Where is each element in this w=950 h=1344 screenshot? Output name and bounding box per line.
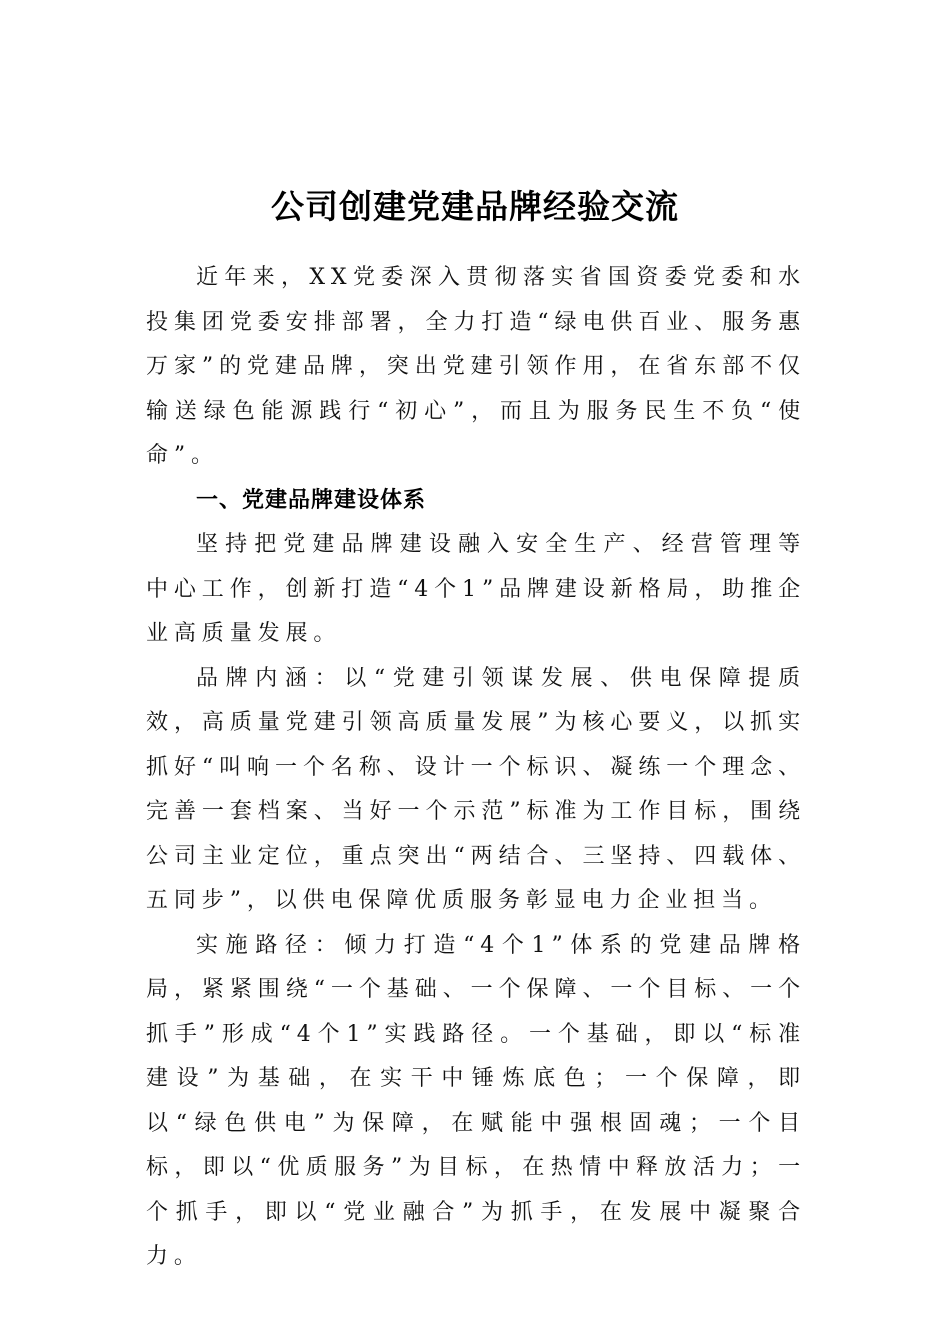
section-paragraph-implementation-path: 实施路径：倾力打造“4个1”体系的党建品牌格局，紧紧围绕“一个基础、一个保障、一个目标、一个抓手”形成“4个1”实践路径。一个基础，即以“标准建设”为基础，在实干中锤炼底色；一个保障，即以“绿色供电”为保障，在赋能中强根固魂；一个目标，即以“优质服务”为目标，在热情中释放活力；一个抓手，即以“党业融合”为抓手，在发展中凝聚合力。 xyxy=(146,932,806,1269)
section-heading: 一、党建品牌建设体系 xyxy=(196,487,427,513)
section-paragraph-brand-connotation: 品牌内涵：以“党建引领谋发展、供电保障提质效，高质量党建引领高质量发展”为核心要义，以抓实抓好“叫响一个名称、设计一个标识、凝练一个理念、完善一套档案、当好一个示范”标准为工作目标，围绕公司主业定位，重点突出“两结合、三坚持、四载体、五同步”，以供电保障优质服务彰显电力企业担当。 xyxy=(146,665,806,913)
document-title: 公司创建党建品牌经验交流 xyxy=(271,187,679,227)
section-paragraph-overview: 坚持把党建品牌建设融入安全生产、经营管理等中心工作，创新打造“4个1”品牌建设新格局，助推企业高质量发展。 xyxy=(146,532,806,646)
intro-paragraph: 近年来，XX党委深入贯彻落实省国资委党委和水投集团党委安排部署，全力打造“绿电供百业、服务惠万家”的党建品牌，突出党建引领作用，在省东部不仅输送绿色能源践行“初心”，而且为服务民生不负“使命”。 xyxy=(146,265,806,468)
document-body xyxy=(146,256,806,1280)
